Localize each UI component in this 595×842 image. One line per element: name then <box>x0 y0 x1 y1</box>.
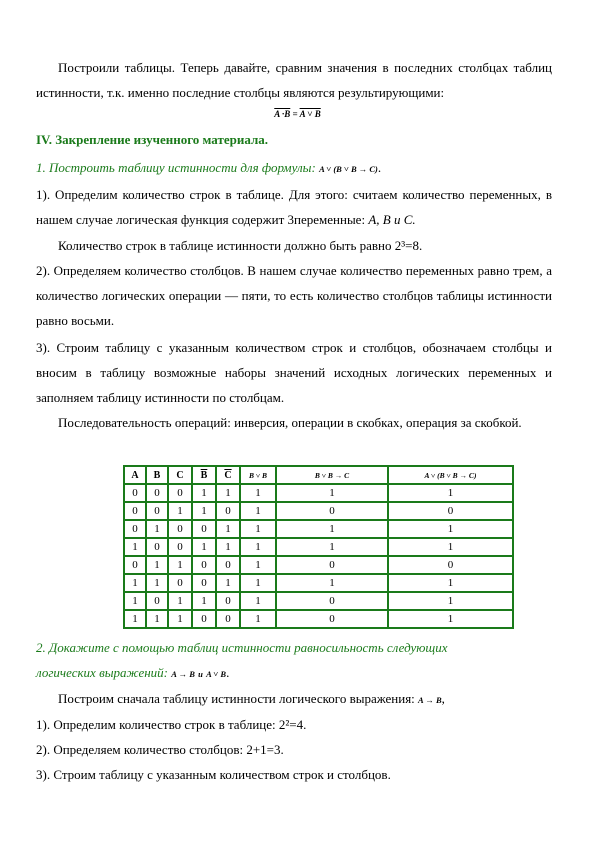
task2-and: и <box>198 669 203 679</box>
header-b: B <box>146 466 168 484</box>
truth-table-cell: 0 <box>388 556 513 574</box>
truth-table-cell: 1 <box>124 610 146 628</box>
truth-table-row <box>124 538 513 556</box>
truth-table-body <box>124 484 513 628</box>
truth-table-cell: 0 <box>192 520 216 538</box>
truth-table-row <box>124 574 513 592</box>
formula-left: A ·B <box>274 109 291 119</box>
task1-formula-suffix: . <box>377 160 382 175</box>
truth-table-cell: 0 <box>168 574 192 592</box>
truth-table <box>123 465 514 629</box>
truth-table-cell: 1 <box>240 502 276 520</box>
truth-table-cell: 0 <box>146 538 168 556</box>
truth-table-row <box>124 610 513 628</box>
truth-table-cell: 1 <box>388 520 513 538</box>
truth-table-cell: 1 <box>240 610 276 628</box>
truth-table-cell: 0 <box>276 610 388 628</box>
task2-expr2: A ˅ B <box>206 669 227 679</box>
truth-table-row <box>124 556 513 574</box>
truth-table-cell: 1 <box>192 538 216 556</box>
truth-table-cell: 1 <box>192 592 216 610</box>
truth-table-cell: 1 <box>216 574 240 592</box>
formula-eq: = <box>292 109 298 119</box>
truth-table-cell: 0 <box>168 520 192 538</box>
truth-table-cell: 0 <box>216 592 240 610</box>
truth-table-cell: 1 <box>146 520 168 538</box>
truth-table-cell: 0 <box>216 556 240 574</box>
truth-table-cell: 0 <box>192 610 216 628</box>
task2-step1: 1). Определим количество строк в таблице: 2²=4. <box>36 717 307 732</box>
task1-step3: 3). Строим таблицу с указанным количеством строк и столбцов, обозначаем столбцы и вносим в таблицу возможные наборы значений исходных логических переменных и заполняем таблицу истинности по столбцам. <box>36 340 552 405</box>
task1-step1 <box>36 182 552 232</box>
header-c: C <box>168 466 192 484</box>
truth-table-cell: 1 <box>146 610 168 628</box>
header-implication: B ˅ B → C <box>276 466 388 484</box>
truth-table-cell: 1 <box>388 484 513 502</box>
truth-table-cell: 1 <box>240 520 276 538</box>
truth-table-header-row <box>124 466 513 484</box>
truth-table-cell: 1 <box>168 556 192 574</box>
truth-table-cell: 1 <box>276 538 388 556</box>
task1-formula: A ˅ (B ˅ B → C) <box>319 164 378 174</box>
truth-table-cell: 0 <box>276 556 388 574</box>
intro-paragraph: Построили таблицы. Теперь давайте, сравним значения в последних столбцах таблиц истинности, т.к. именно последние столбцы являются результирующими: <box>36 60 552 100</box>
truth-table-row <box>124 502 513 520</box>
task1-step1-vars: A, B и C. <box>368 212 416 227</box>
truth-table-cell: 1 <box>388 538 513 556</box>
truth-table-cell: 0 <box>124 556 146 574</box>
truth-table-cell: 1 <box>168 610 192 628</box>
truth-table-cell: 1 <box>388 610 513 628</box>
task2-title <box>36 635 552 687</box>
truth-table-cell: 1 <box>240 592 276 610</box>
truth-table-cell: 1 <box>276 520 388 538</box>
truth-table-cell: 1 <box>240 538 276 556</box>
truth-table-cell: 1 <box>216 484 240 502</box>
truth-table-cell: 1 <box>168 592 192 610</box>
truth-table-cell: 0 <box>216 502 240 520</box>
task2-expr1: A → B <box>171 669 195 679</box>
task2-step3: 3). Строим таблицу с указанным количеством строк и столбцов. <box>36 767 391 782</box>
task2-suffix: . <box>226 665 230 680</box>
truth-table-cell: 1 <box>216 538 240 556</box>
section-heading: IV. Закрепление изученного материала. <box>36 132 268 147</box>
truth-table-cell: 1 <box>276 484 388 502</box>
truth-table-cell: 0 <box>216 610 240 628</box>
task1-order: Последовательность операций: инверсия, операции в скобках, операция за скобкой. <box>58 415 522 430</box>
truth-table-cell: 1 <box>240 556 276 574</box>
truth-table-cell: 0 <box>168 538 192 556</box>
truth-table-cell: 1 <box>124 574 146 592</box>
header-not-b: $\overline{B}$ <box>192 466 216 484</box>
task1-step2: 2). Определяем количество столбцов. В нашем случае количество переменных равно трем, а количество логических операции — пяти, то есть количество столбцов таблицы истинности равно восьми. <box>36 263 552 328</box>
truth-table-cell: 0 <box>124 520 146 538</box>
truth-table-cell: 1 <box>192 502 216 520</box>
truth-table-cell: 0 <box>192 556 216 574</box>
task2-step2: 2). Определяем количество столбцов: 2+1=3. <box>36 742 284 757</box>
truth-table-cell: 0 <box>192 574 216 592</box>
task2-intro-expr: A → B <box>418 695 442 705</box>
truth-table-row <box>124 484 513 502</box>
truth-table-cell: 0 <box>276 592 388 610</box>
header-b-or-notb: B ˅ B <box>240 466 276 484</box>
task1-title: 1. Построить таблицу истинности для формулы: <box>36 160 316 175</box>
truth-table-cell: 0 <box>124 484 146 502</box>
truth-table-cell: 1 <box>146 574 168 592</box>
truth-table-cell: 1 <box>124 538 146 556</box>
task1-title-line <box>36 155 552 182</box>
truth-table-cell: 1 <box>168 502 192 520</box>
truth-table-cell: 1 <box>240 484 276 502</box>
header-a: A <box>124 466 146 484</box>
truth-table-cell: 0 <box>276 502 388 520</box>
task2-title-line2: логических выражений: <box>36 665 168 680</box>
truth-table-cell: 1 <box>124 592 146 610</box>
truth-table-cell: 1 <box>240 574 276 592</box>
task2-title-line1: 2. Докажите с помощью таблиц истинности равносильность следующих <box>36 640 448 655</box>
truth-table-cell: 1 <box>146 556 168 574</box>
truth-table-cell: 0 <box>168 484 192 502</box>
truth-table-cell: 0 <box>124 502 146 520</box>
task1-rows-count: Количество строк в таблице истинности должно быть равно 2³=8. <box>58 238 423 253</box>
truth-table-cell: 0 <box>388 502 513 520</box>
header-not-c: $\overline{C}$ <box>216 466 240 484</box>
truth-table-cell: 1 <box>276 574 388 592</box>
truth-table-cell: 1 <box>388 592 513 610</box>
header-result: A ˅ (B ˅ B → C) <box>388 466 513 484</box>
task1-step1-text: 1). Определим количество строк в таблице. Для этого: считаем количество переменных, в нашем случае логическая функция содержит 3переменные: <box>36 187 552 227</box>
formula-right: A ˅ B <box>299 109 321 119</box>
truth-table-cell: 0 <box>146 592 168 610</box>
truth-table-cell: 1 <box>216 520 240 538</box>
truth-table-cell: 1 <box>192 484 216 502</box>
truth-table-row <box>124 520 513 538</box>
task2-intro: Построим сначала таблицу истинности логического выражения: A → B, <box>58 691 445 706</box>
task2-intro-text: Построим сначала таблицу истинности логического выражения: <box>58 691 415 706</box>
intro-formula <box>0 109 595 119</box>
truth-table-cell: 1 <box>388 574 513 592</box>
truth-table-row <box>124 592 513 610</box>
truth-table-cell: 0 <box>146 502 168 520</box>
truth-table-cell: 0 <box>146 484 168 502</box>
